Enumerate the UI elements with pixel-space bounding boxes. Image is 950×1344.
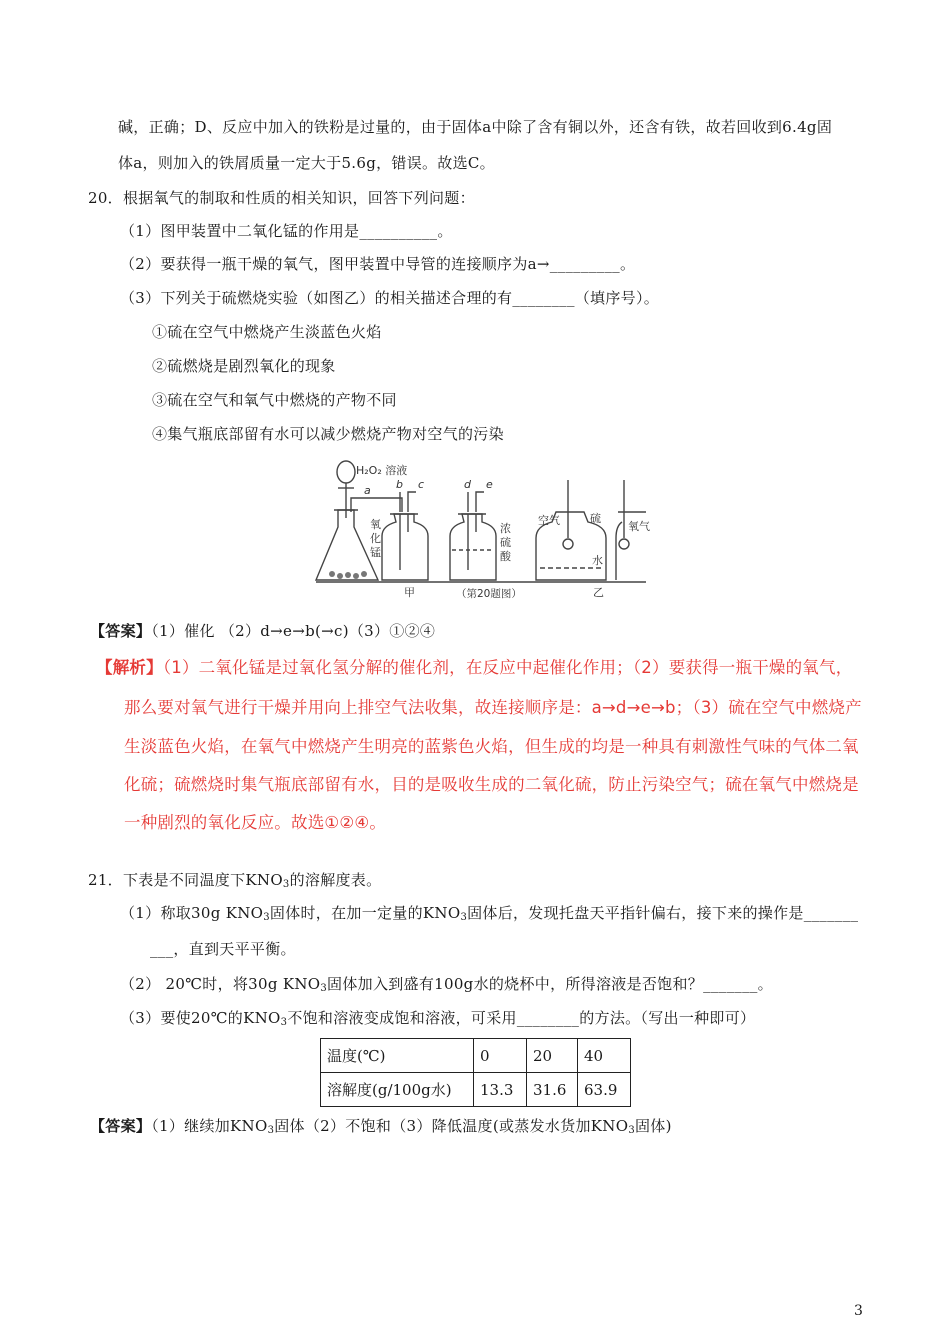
q21-part-1-cont: ___，直到天平平衡。 — [150, 940, 296, 958]
q20-option-4: ④集气瓶底部留有水可以减少燃烧产物对空气的污染 — [152, 425, 504, 443]
table-cell: 13.3 — [474, 1073, 527, 1107]
table-cell: 温度(℃) — [321, 1039, 474, 1073]
sulfur-label: 硫 — [590, 512, 601, 525]
q21-part-2: （2） 20℃时，将30g $KNO_3$固体加入到盛有100g水的烧杯中，所得溶液是否饱和？_______。 — [120, 975, 773, 994]
acid-label-3: 酸 — [500, 550, 511, 563]
table-cell: 63.9 — [578, 1073, 631, 1107]
prev-solution-line-2: 体a，则加入的铁屑质量一定大于5.6g，错误。故选C。 — [118, 154, 495, 172]
q20-part-3: （3）下列关于硫燃烧实验（如图乙）的相关描述合理的有________（填序号）。 — [120, 289, 660, 307]
answer-tag: 【答案】 — [90, 1117, 152, 1135]
q20-part-1: （1）图甲装置中二氧化锰的作用是__________。 — [120, 222, 453, 240]
answer-tag: 【答案】 — [90, 622, 152, 640]
q20-analysis-line-4: 化硫；硫燃烧时集气瓶底部留有水，目的是吸收生成的二氧化硫，防止污染空气；硫在氧气中燃烧是 — [124, 775, 859, 794]
mno2-label-3: 锰 — [370, 546, 381, 559]
q20-analysis-line-2: 那么要对氧气进行干燥并用向上排空气法收集，故连接顺序是：a→d→e→b；（3）硫在空气中燃烧产 — [124, 698, 862, 717]
q20-analysis-line-5: 一种剧烈的氧化反应。故选①②④。 — [124, 813, 387, 832]
analysis-text-1: （1）二氧化锰是过氧化氢分解的催化剂，在反应中起催化作用；（2）要获得一瓶干燥的氧气， — [162, 658, 853, 677]
table-cell: 0 — [474, 1039, 527, 1073]
q21-part-3: （3）要使20℃的$KNO_3$不饱和溶液变成饱和溶液，可采用________的方法。（写出一种即可） — [120, 1009, 756, 1028]
q21-stem: 21．下表是不同温度下$KNO_3$的溶解度表。 — [88, 871, 382, 890]
analysis-tag: 【解析】 — [96, 658, 163, 677]
port-b-label: b — [396, 478, 403, 491]
answer-text: （1）催化 （2）d→e→b(→c)（3）①②④ — [151, 622, 436, 640]
q20-analysis-line-3: 生淡蓝色火焰，在氧气中燃烧产生明亮的蓝紫色火焰，但生成的均是一种具有刺激性气味的气体二氧 — [124, 737, 859, 756]
port-c-label: c — [418, 478, 425, 491]
q20-stem: 20．根据氧气的制取和性质的相关知识，回答下列问题： — [88, 189, 475, 207]
mno2-label-1: 氧 — [370, 518, 381, 531]
jia-label: 甲 — [404, 586, 415, 599]
prev-solution-line-1: 碱，正确；D、反应中加入的铁粉是过量的，由于固体a中除了含有铜以外，还含有铁，故若回收到6.4g固 — [118, 118, 833, 136]
table-cell: 20 — [527, 1039, 578, 1073]
apparatus-figure — [316, 452, 650, 602]
mno2-label-2: 化 — [370, 532, 381, 545]
acid-label-1: 浓 — [500, 522, 511, 535]
q20-part-2: （2）要获得一瓶干燥的氧气，图甲装置中导管的连接顺序为a→_________。 — [120, 255, 636, 273]
q20-option-2: ②硫燃烧是剧烈氧化的现象 — [152, 357, 336, 375]
table-row — [321, 1039, 631, 1073]
oxygen-label: 氧气 — [628, 520, 650, 533]
yi-label: 乙 — [593, 586, 604, 599]
page-number: 3 — [854, 1303, 863, 1319]
table-cell: 40 — [578, 1039, 631, 1073]
water-label: 水 — [592, 554, 603, 567]
q21-part-1: （1）称取30g $KNO_3$固体时，在加一定量的$KNO_3$固体后，发现托盘天平指针偏右，接下来的操作是_______ — [120, 904, 859, 923]
air-label: 空气 — [538, 514, 560, 527]
figure-caption: （第20题图） — [456, 588, 522, 600]
q20-analysis-line-1 — [96, 658, 852, 678]
h2o2-label: H₂O₂ 溶液 — [356, 464, 408, 477]
port-a-label: a — [364, 484, 371, 497]
table-cell: 31.6 — [527, 1073, 578, 1107]
port-e-label: e — [486, 478, 493, 491]
table-row — [321, 1073, 631, 1107]
table-cell: 溶解度(g/100g水) — [321, 1073, 474, 1107]
acid-label-2: 硫 — [500, 536, 511, 549]
q21-answer: 【答案】（1）继续加$KNO_3$固体（2）不饱和（3）降低温度(或蒸发水货加$KNO_3$固体) — [90, 1117, 672, 1136]
port-d-label: d — [464, 478, 471, 491]
q20-answer — [90, 621, 435, 641]
solubility-table — [320, 1038, 631, 1107]
q20-option-1: ①硫在空气中燃烧产生淡蓝色火焰 — [152, 323, 382, 341]
q20-option-3: ③硫在空气和氧气中燃烧的产物不同 — [152, 391, 397, 409]
